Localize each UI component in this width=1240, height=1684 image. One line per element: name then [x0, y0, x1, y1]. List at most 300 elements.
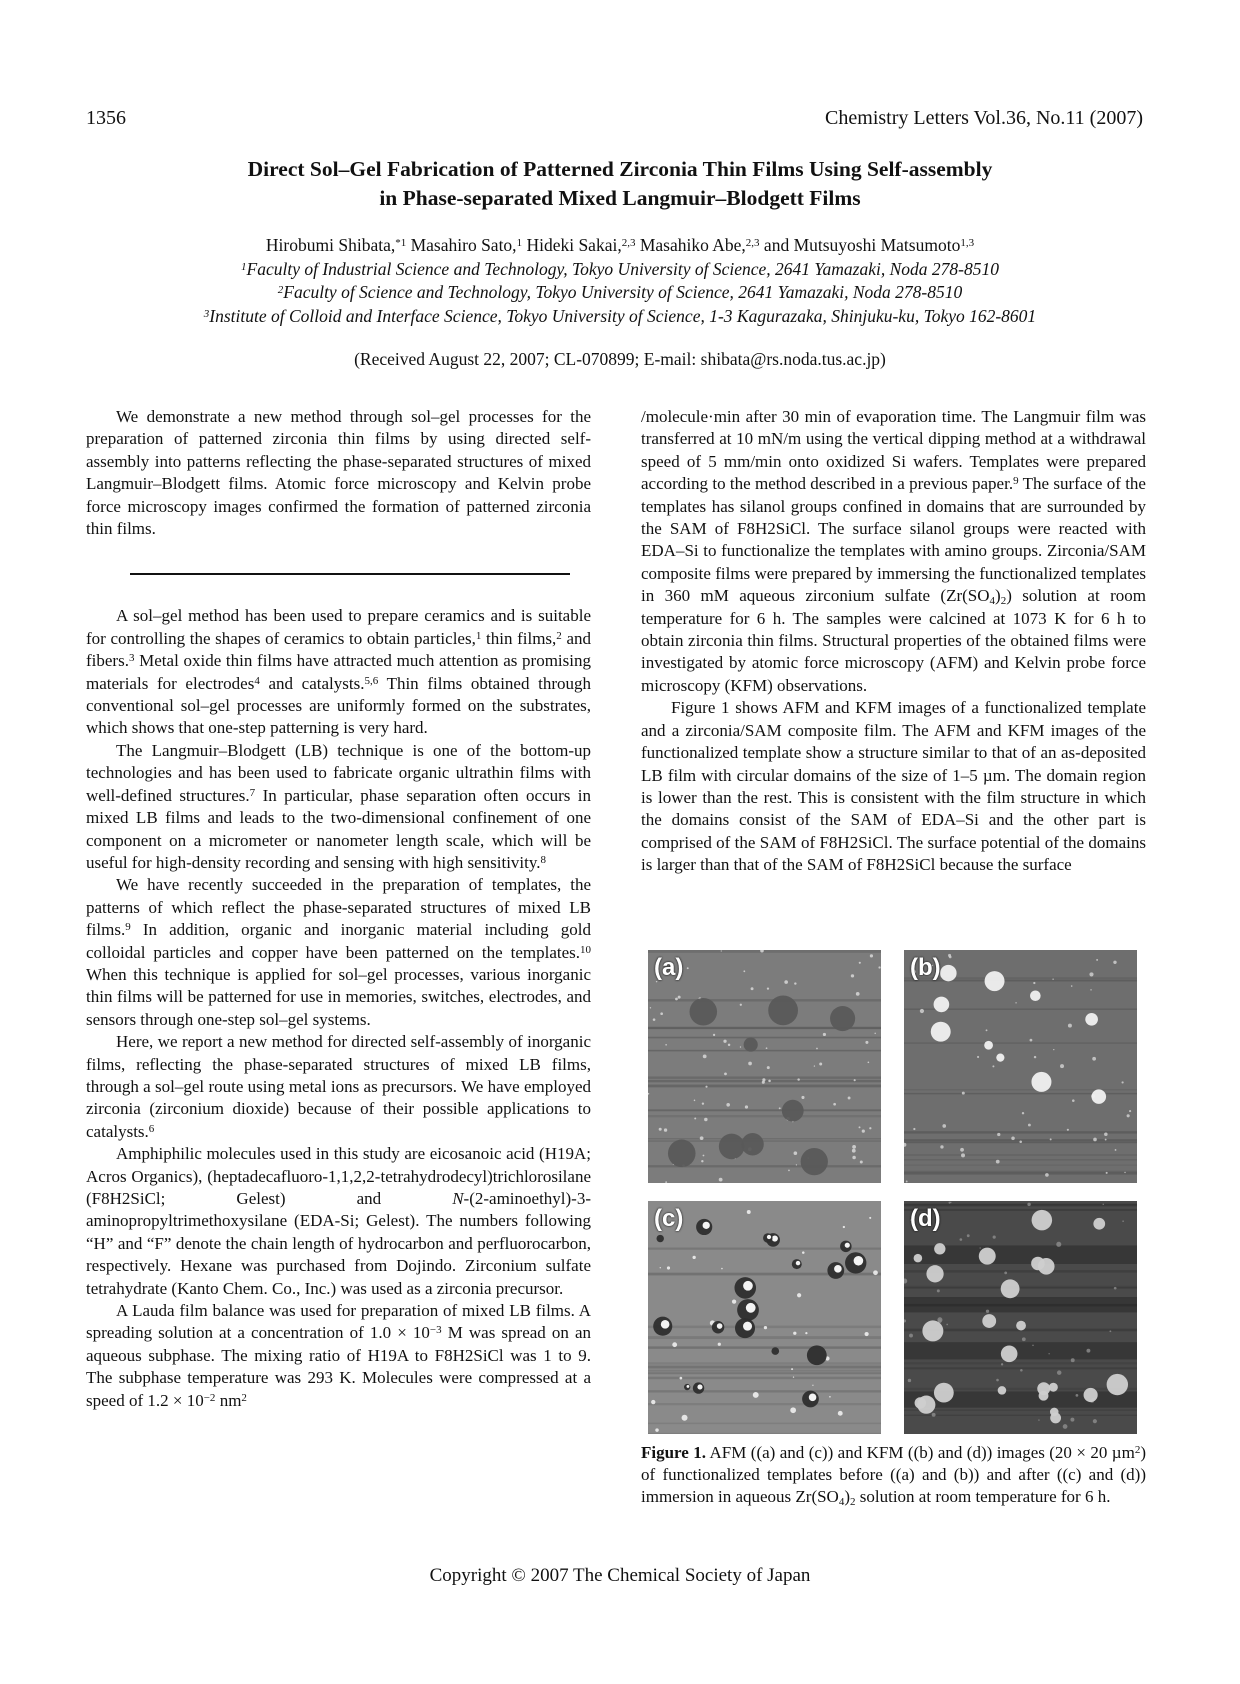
scan-line	[904, 1415, 1137, 1416]
author-name: Hirobumi Shibata,	[265, 235, 396, 255]
afm-image-c	[648, 1201, 881, 1434]
surface-particle	[920, 1009, 924, 1013]
circular-domain	[1093, 1218, 1105, 1230]
figure-panel-a	[648, 950, 881, 1183]
circular-domain	[998, 1386, 1007, 1395]
surface-particle	[1034, 1056, 1036, 1058]
domain-highlight	[746, 1303, 756, 1313]
surface-particle	[1060, 1064, 1064, 1068]
affiliation-text: Faculty of Industrial Science and Technology, Tokyo University of Science, 2641 Yamazaki, Noda 278-8510	[246, 258, 999, 279]
surface-particle	[659, 1128, 662, 1131]
surface-particle	[702, 1103, 704, 1105]
author-affil-mark: 2,3	[745, 237, 760, 249]
scan-line	[648, 1372, 881, 1374]
circular-domain	[985, 971, 1005, 991]
circular-domain	[934, 997, 950, 1013]
scan-line	[904, 1043, 1137, 1044]
surface-particle	[779, 1107, 781, 1109]
surface-particle	[694, 1100, 696, 1102]
panel-label: (d)	[910, 1205, 941, 1232]
surface-particle	[992, 1065, 994, 1067]
surface-particle	[748, 1062, 752, 1066]
surface-particle	[1072, 1099, 1075, 1102]
circular-domain	[768, 995, 798, 1025]
title-line-2: in Phase-separated Mixed Langmuir–Blodgett Films	[379, 186, 861, 210]
surface-particle	[940, 1145, 943, 1148]
circular-domain	[1084, 1388, 1098, 1402]
surface-particle	[1067, 1129, 1069, 1131]
surface-particle	[860, 1161, 863, 1164]
domain-highlight	[697, 1384, 702, 1389]
surface-particle	[1063, 1424, 1068, 1429]
right-column	[641, 406, 1146, 877]
surface-particle	[869, 1217, 871, 1219]
surface-particle	[829, 1396, 831, 1398]
circular-domain	[1092, 1089, 1107, 1104]
surface-particle	[1056, 1242, 1061, 1247]
kfm-image-b	[904, 950, 1137, 1183]
circular-domain	[931, 1022, 951, 1042]
domain-highlight	[796, 1261, 800, 1265]
surface-particle	[873, 1270, 878, 1275]
body-paragraph: We have recently succeeded in the preparation of templates, the patterns of which reflect the phase-separated structures of mixed LB films.$^9$ In addition, organic and inorganic material including gold colloidal particles and copper have been patterned on the templates.$^{10}$ When this technique is applied for sol–gel processes, various inorganic thin films will be patterned for use in memories, switches, electrodes, and sensors through one-step sol–gel systems.	[86, 875, 591, 1029]
surface-particle	[868, 1061, 870, 1063]
scan-line	[648, 1370, 881, 1372]
surface-particle	[796, 1164, 797, 1165]
surface-particle	[1068, 1024, 1072, 1028]
surface-particle	[1086, 1349, 1090, 1353]
circular-domain	[940, 965, 956, 981]
surface-particle	[687, 967, 689, 969]
scan-line	[904, 1165, 1137, 1166]
circular-domain	[741, 1133, 763, 1155]
surface-particle	[852, 1149, 856, 1153]
surface-particle	[745, 1105, 748, 1108]
article-title	[86, 155, 1154, 213]
surface-particle	[1124, 1172, 1125, 1173]
surface-particle	[1121, 1081, 1123, 1083]
scan-line	[904, 1154, 1137, 1155]
surface-particle	[692, 1256, 695, 1259]
surface-particle	[870, 954, 873, 957]
surface-particle	[950, 1202, 951, 1203]
affiliation-text: Faculty of Science and Technology, Tokyo University of Science, 2641 Yamazaki, Noda 278-8510	[283, 282, 963, 302]
circular-domain	[1032, 1210, 1053, 1231]
scan-line	[648, 1138, 881, 1139]
scan-line	[904, 1362, 1137, 1364]
surface-particle	[869, 1127, 871, 1129]
surface-particle	[1090, 989, 1091, 990]
scan-line	[648, 1115, 881, 1117]
surface-particle	[713, 1034, 715, 1036]
surface-particle	[1038, 1419, 1039, 1420]
surface-particle	[1053, 1049, 1054, 1050]
surface-particle	[762, 1081, 765, 1084]
circular-domain	[982, 1314, 996, 1328]
surface-particle	[703, 1155, 705, 1157]
figure-1	[648, 950, 1137, 1434]
surface-particle	[960, 1238, 963, 1241]
surface-particle	[1028, 1124, 1031, 1127]
surface-particle	[977, 1056, 979, 1058]
abstract: We demonstrate a new method through sol–gel processes for the preparation of patterned zirconia thin films by using directed self-assembly into patterns reflecting the phase-separated structures of mixed Langmuir–Blodgett films. Atomic force microscopy and Kelvin probe force microscopy images confirmed the formation of patterned zirconia thin films.	[86, 407, 591, 539]
affiliation-number: 1	[241, 260, 247, 273]
circular-domain	[926, 1265, 943, 1282]
surface-particle	[1115, 1149, 1117, 1151]
circular-domain	[1107, 1374, 1128, 1395]
surface-particle	[1057, 1370, 1062, 1375]
scan-line	[904, 1173, 1137, 1175]
scan-line	[904, 1159, 1137, 1160]
surface-particle	[1127, 1114, 1130, 1117]
surface-particle	[793, 1376, 794, 1377]
left-column	[86, 406, 591, 1412]
affiliation-1	[86, 258, 1154, 282]
surface-particle	[937, 1289, 940, 1292]
surface-particle	[1105, 1139, 1107, 1141]
surface-particle	[932, 1413, 936, 1417]
surface-particle	[1071, 985, 1073, 987]
surface-particle	[1004, 1272, 1007, 1275]
surface-particle	[694, 1117, 696, 1119]
circular-domain	[934, 1383, 954, 1403]
surface-particle	[878, 966, 880, 968]
surface-particle	[960, 1148, 964, 1152]
surface-particle	[1106, 1172, 1108, 1174]
surface-particle	[848, 1097, 851, 1100]
scan-line	[648, 1423, 881, 1425]
domain-highlight	[772, 1235, 778, 1241]
surface-particle	[764, 1326, 767, 1329]
surface-particle	[797, 1293, 801, 1297]
figure-panel-b	[904, 950, 1137, 1183]
abstract-divider	[130, 573, 570, 575]
surface-particle	[660, 1267, 661, 1268]
author-affil-mark: 1,3	[960, 237, 975, 249]
surface-particle	[700, 1136, 704, 1140]
surface-particle	[1045, 1173, 1049, 1177]
surface-particle	[906, 1181, 908, 1183]
surface-particle	[908, 1379, 911, 1382]
surface-particle	[979, 1247, 980, 1248]
dark-band	[904, 1297, 1137, 1312]
surface-particle	[664, 1128, 667, 1131]
surface-particle	[726, 1103, 730, 1107]
domain-highlight	[743, 1322, 752, 1331]
surface-particle	[1089, 972, 1093, 976]
surface-particle	[721, 1268, 723, 1270]
surface-particle	[854, 1079, 856, 1081]
surface-particle	[665, 1181, 667, 1183]
domain-highlight	[743, 1281, 753, 1291]
surface-particle	[794, 982, 796, 984]
surface-particle	[801, 1096, 804, 1099]
domain-highlight	[809, 1394, 817, 1402]
surface-particle	[909, 1334, 913, 1338]
body-paragraph: A sol–gel method has been used to prepare ceramics and is suitable for controlling the shapes of ceramics to obtain particles,$^1$ thin films,$^2$ and fibers.$^3$ Metal oxide thin films have attracted much attention as promising materials for electrodes$^4$ and catalysts.$^{5,6}$ Thin films obtained through conventional sol–gel processes are uniformly formed on the substrates, which shows that one-step patterning is very hard.	[86, 606, 591, 738]
surface-particle	[703, 1054, 707, 1058]
surface-particle	[1104, 1132, 1108, 1136]
surface-particle	[660, 1012, 663, 1015]
scan-line	[648, 1037, 881, 1039]
scan-line	[648, 1433, 881, 1434]
surface-particle	[1020, 1369, 1023, 1372]
scan-line	[648, 1273, 881, 1276]
author-affil-mark: *1	[395, 237, 407, 249]
surface-particle	[851, 974, 854, 977]
scan-line	[904, 1367, 1137, 1369]
surface-particle	[1022, 1337, 1026, 1341]
surface-particle	[767, 987, 769, 989]
surface-particle	[812, 1385, 813, 1386]
surface-particle	[732, 1300, 736, 1304]
scan-line	[648, 1346, 881, 1348]
surface-particle	[767, 1066, 770, 1069]
body-paragraph: A Lauda film balance was used for preparation of mixed LB films. A spreading solution at a concentration of $1.0 \times 10^{-3}$ M was spread on an aqueous subphase. The mixing ratio of H19A to F8H2SiCl was 1 to 9. The subphase temperature was 293 K. Molecules were compressed at a speed of $1.2 \times 10^{-2}$ $nm^2$	[86, 1301, 592, 1410]
journal-header: Chemistry Letters Vol.36, No.11 (2007)	[825, 107, 1143, 129]
affiliation-3	[86, 305, 1154, 329]
surface-particle	[1114, 1287, 1117, 1290]
author-affil-mark: 1	[516, 237, 523, 249]
surface-particle	[814, 1065, 815, 1066]
surface-particle	[740, 1046, 741, 1047]
surface-particle	[1027, 1203, 1030, 1206]
surface-particle	[993, 1236, 996, 1239]
circular-domain	[979, 1248, 996, 1265]
body-paragraph: The Langmuir–Blodgett (LB) technique is one of the bottom-up technologies and has been used to fabricate organic ultrathin films with well-defined structures.$^7$ In particular, phase separation often occurs in mixed LB films and leads to the two-dimensional confinement of one component on a micrometer or nanometer length scale, which will be useful for high-density recording and sensing with high sensitivity.$^8$	[86, 740, 592, 872]
body-paragraph-continued: /molecule·min after 30 min of evaporation time. The Langmuir film was transferred at 10 mN/m using the vertical dipping method at a withdrawal speed of 5 mm/min onto oxidized Si wafers. Templates were prepared according to the method described in a previous paper.$^9$ The surface of the templates has silanol groups confined in domains that are surrounded by the SAM of F8H2SiCl. The surface silanol groups were reacted with EDA–Si to functionalize the templates with amino groups. Zirconia/SAM composite films were prepared by immersing the functionalized templates in 360 mM aqueous zirconium sulfate $(Zr(SO_4)_2)$ solution at room temperature for 6 h. The samples were calcined at 1073 K for 6 h to obtain zirconia thin films. Structural properties of the obtained films were investigated by atomic force microscopy (AFM) and Kelvin probe force microscopy (KFM) observations.	[641, 407, 1146, 695]
dark-band	[904, 1342, 1137, 1359]
surface-particle	[719, 1178, 723, 1182]
scan-line	[648, 1403, 881, 1405]
circular-domain	[1031, 1072, 1051, 1092]
kfm-image-d	[904, 1201, 1137, 1434]
surface-particle	[678, 996, 681, 999]
surface-particle	[751, 987, 754, 990]
title-line-1: Direct Sol–Gel Fabrication of Patterned Zirconia Thin Films Using Self-assembly	[247, 157, 993, 181]
domain-highlight	[661, 1320, 670, 1329]
surface-particle	[862, 1130, 865, 1133]
circular-domain	[830, 1006, 855, 1031]
surface-particle	[942, 1124, 946, 1128]
surface-particle	[816, 1048, 818, 1050]
surface-particle	[802, 1251, 805, 1254]
surface-particle	[996, 1379, 999, 1382]
circular-domain	[984, 1041, 993, 1050]
surface-particle	[1022, 1112, 1024, 1114]
surface-particle	[852, 1145, 856, 1149]
surface-particle	[838, 1411, 843, 1416]
surface-particle	[788, 1170, 790, 1172]
surface-particle	[967, 1234, 970, 1237]
surface-particle	[665, 1044, 667, 1046]
surface-particle	[667, 1266, 670, 1269]
circular-domain	[917, 1396, 935, 1414]
surface-particle	[1071, 1358, 1075, 1362]
surface-particle	[790, 1407, 796, 1413]
body-paragraph: Figure 1 shows AFM and KFM images of a functionalized template and a zirconia/SAM composite film. The AFM and KFM images of the functionalized template show a structure similar to that of an as-deposited LB film with circular domains of the size of 1–5 µm. The domain region is lower than the rest. This is consistent with the film structure in which the domains consist of the SAM of EDA–Si and the other part is comprised of the SAM of F8H2SiCl. The surface potential of the domains is larger than that of the SAM of F8H2SiCl because the surface	[641, 698, 1146, 875]
scan-line	[648, 1366, 881, 1369]
scan-line	[648, 1390, 881, 1392]
body-paragraph: Here, we report a new method for directed self-assembly of inorganic films, reflecting the phase-separated structures of mixed LB films, through a sol–gel route using metal ions as precursors. We have employed zirconia (zirconium dioxide) because of their possible applications to catalysts.$^6$	[86, 1032, 591, 1141]
surface-particle	[724, 1072, 727, 1075]
circular-domain	[1001, 1345, 1018, 1362]
surface-particle	[1032, 1345, 1033, 1346]
author-name: Masahiko Abe,	[635, 235, 746, 255]
surface-particle	[682, 1415, 688, 1421]
panel-label: (c)	[654, 1205, 684, 1232]
scan-line	[648, 1336, 881, 1339]
figure-panel-c	[648, 1201, 881, 1434]
surface-particle	[962, 1092, 965, 1095]
surface-particle	[996, 1160, 1000, 1164]
surface-particle	[794, 1151, 798, 1155]
domain-highlight	[767, 1235, 771, 1239]
affiliation-number: 2	[277, 284, 284, 296]
surface-particle	[1109, 1330, 1111, 1332]
surface-particle	[743, 970, 745, 972]
scan-line	[648, 950, 881, 953]
surface-particle	[650, 1007, 651, 1008]
circular-domain	[1049, 1383, 1058, 1392]
surface-particle	[1015, 1002, 1016, 1003]
surface-particle	[1019, 1140, 1022, 1143]
circular-domain	[719, 1134, 745, 1160]
surface-particle	[793, 1332, 796, 1335]
circular-domain	[657, 1235, 664, 1242]
afm-image-a	[648, 950, 881, 1183]
panel-background	[904, 950, 1137, 1183]
surface-particle	[1001, 1363, 1003, 1365]
scan-line	[904, 1287, 1137, 1289]
surface-particle	[1093, 1138, 1097, 1142]
circular-domain	[1030, 990, 1041, 1001]
circular-domain	[782, 1100, 804, 1122]
surface-particle	[1070, 1418, 1074, 1422]
surface-particle	[1113, 961, 1116, 964]
circular-domain	[1031, 1257, 1045, 1271]
surface-particle	[672, 1342, 677, 1347]
domain-highlight	[687, 1385, 690, 1388]
surface-particle	[1033, 982, 1035, 984]
circular-domain	[689, 998, 717, 1026]
surface-particle	[791, 1368, 793, 1370]
surface-particle	[723, 1040, 726, 1043]
surface-particle	[784, 980, 788, 984]
surface-particle	[819, 1063, 822, 1066]
surface-particle	[766, 1047, 768, 1049]
surface-particle	[651, 1400, 655, 1404]
domain-highlight	[854, 1256, 864, 1266]
surface-particle	[833, 1103, 836, 1106]
circular-domain	[1085, 1013, 1098, 1026]
affiliation-text: Institute of Colloid and Interface Science, Tokyo University of Science, 1-3 Kagurazaka, Shinjuku-ku, Tokyo 162-8601	[209, 305, 1037, 326]
domain-highlight	[845, 1243, 850, 1248]
surface-particle	[961, 1153, 965, 1157]
surface-particle	[1076, 1394, 1079, 1397]
surface-particle	[753, 1392, 759, 1398]
author-affil-mark: 2,3	[621, 237, 636, 249]
surface-particle	[948, 954, 951, 957]
surface-particle	[1122, 1220, 1124, 1222]
body-paragraph: Amphiphilic molecules used in this study are eicosanoic acid (H19A; Acros Organics), (heptadecafluoro-1,1,2,2-tetrahydrodecyl)trichlorosilane (F8H2SiCl; Gelest) and N-(2-aminoethyl)-3-aminopropyltrimethoxysilane (EDA-Si; Gelest). The numbers following “H” and “F” denote the chain length of hydrocarbon and perfluorocarbon, respectively. Hexane was purchased from Dojindo. Zirconium sulfate tetrahydrate (Kanto Chem. Co., Inc.) was used as a zirconia precursor.	[86, 1144, 591, 1298]
surface-particle	[1092, 1057, 1096, 1061]
surface-particle	[704, 1118, 707, 1121]
scan-line	[904, 1409, 1137, 1410]
surface-particle	[1052, 979, 1053, 980]
affiliation-2	[86, 281, 1154, 305]
surface-particle	[655, 1428, 658, 1431]
circular-domain	[801, 1148, 828, 1175]
affiliation-number: 3	[203, 307, 210, 320]
surface-particle	[913, 1128, 915, 1130]
author-name: Masahiro Sato,	[406, 235, 517, 255]
author-block	[86, 234, 1154, 328]
circular-domain	[1050, 1408, 1059, 1417]
surface-particle	[1050, 1138, 1052, 1140]
circular-domain	[668, 1140, 696, 1168]
surface-particle	[859, 962, 861, 964]
scan-line	[904, 1131, 1137, 1133]
surface-particle	[1103, 1204, 1104, 1205]
circular-domain	[1039, 1391, 1049, 1401]
surface-particle	[874, 1033, 875, 1034]
circular-domain	[771, 1347, 779, 1355]
circular-domain	[744, 1038, 758, 1052]
surface-particle	[740, 1004, 742, 1006]
surface-particle	[705, 1086, 707, 1088]
figure-caption: Figure 1. AFM ((a) and (c)) and KFM ((b) and (d)) images (20 × 20 µm$^2$) of functionalized templates before ((a) and (b)) and after ((c) and (d)) immersion in aqueous $Zr(SO_4)_2$ solution at room temperature for 6 h.	[641, 1443, 1146, 1508]
author-name: Hideki Sakai,	[522, 235, 622, 255]
surface-particle	[865, 1041, 868, 1044]
surface-particle	[768, 1080, 771, 1083]
surface-particle	[865, 1332, 869, 1336]
circular-domain	[914, 1254, 923, 1263]
surface-particle	[675, 998, 678, 1001]
copyright-footer: Copyright © 2007 The Chemical Society of Japan	[429, 1565, 811, 1586]
surface-particle	[1048, 1353, 1049, 1354]
surface-particle	[728, 1044, 730, 1046]
figure-panel-d	[904, 1201, 1137, 1434]
surface-particle	[1030, 1039, 1033, 1042]
surface-particle	[1096, 959, 1098, 961]
surface-particle	[701, 1160, 703, 1162]
domain-highlight	[717, 1323, 723, 1329]
surface-particle	[986, 1310, 989, 1313]
panel-label: (a)	[654, 954, 684, 981]
domain-highlight	[703, 1222, 710, 1229]
circular-domain	[922, 1320, 943, 1341]
surface-particle	[986, 1029, 988, 1031]
surface-particle	[747, 1210, 751, 1214]
surface-particle	[1129, 1110, 1131, 1112]
page-number: 1356	[86, 107, 126, 129]
scan-line	[648, 999, 881, 1001]
scan-line	[648, 1362, 881, 1364]
surface-particle	[653, 1018, 656, 1021]
surface-particle	[718, 1343, 721, 1346]
scan-line	[648, 1050, 881, 1052]
scan-line	[648, 1085, 881, 1088]
circular-domain	[1001, 1279, 1020, 1298]
surface-particle	[805, 1332, 807, 1334]
surface-particle	[1011, 1137, 1015, 1141]
scan-line	[648, 1377, 881, 1380]
surface-particle	[1093, 1419, 1097, 1423]
circular-domain	[996, 1054, 1004, 1062]
received-line: (Received August 22, 2007; CL-070899; E-mail: shibata@rs.noda.tus.ac.jp)	[354, 349, 886, 369]
surface-particle	[823, 1033, 826, 1036]
